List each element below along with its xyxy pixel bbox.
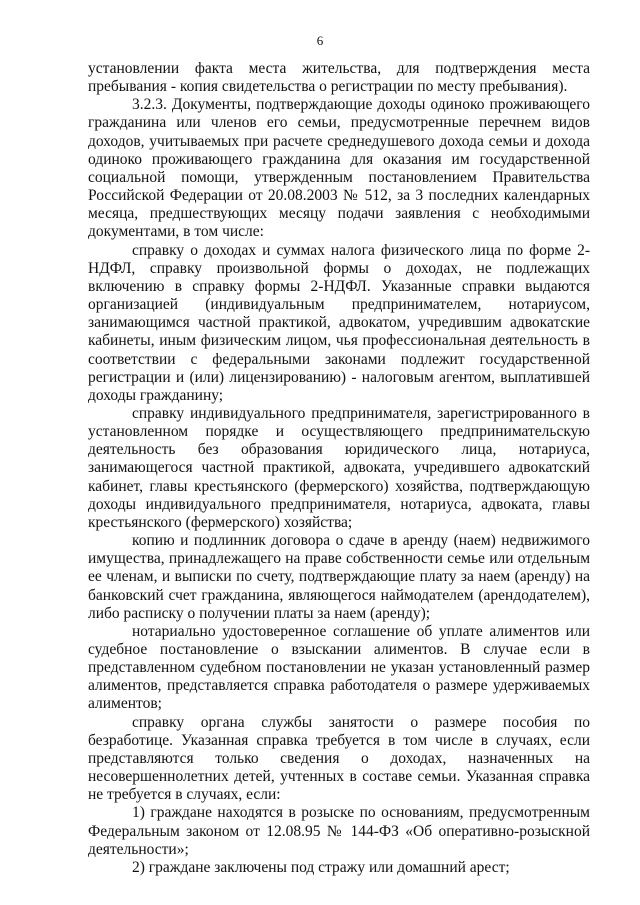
page-number: 6	[316, 33, 324, 48]
paragraph-3: справку о доходах и суммах налога физического лица по форме 2-НДФЛ, справку произвольной формы о доходах, не подлежащих включению в справку формы 2-НДФЛ. Указанные справки выдаются организацией (индивидуальным предпринимателем, нотариусом, занимающимся частной практикой, адвокатом, учредившим адвокатские кабинеты, иным физическим лицом, чья профессиональная деятельность в соответствии с федеральными законами подлежит государственной регистрации и (или) лицензированию) - налоговым агентом, выплатившей доходы гражданину;	[88, 241, 590, 404]
paragraph-4: справку индивидуального предпринимателя, зарегистрированного в установленном порядке и осуществляющего предпринимательскую деятельность без образования юридического лица, нотариуса, занимающегося частной практикой, адвоката, учредившего адвокатский кабинет, главы крестьянского (фермерского) хозяйства, подтверждающую доходы индивидуального предпринимателя, нотариуса, адвоката, главы крестьянского (фермерского) хозяйства;	[88, 404, 590, 531]
paragraph-5: копию и подлинник договора о сдаче в аренду (наем) недвижимого имущества, принадлежащего на праве собственности семье или отдельным ее членам, и выписки по счету, подтверждающие плату за наем (аренду) на банковский счет гражданина, являющегося наймодателем (арендодателем), либо расписку о получении платы за наем (аренду);	[88, 532, 590, 622]
paragraph-6: нотариально удостоверенное соглашение об уплате алиментов или судебное постановление о взыскании алиментов. В случае если в представленном судебном постановлении не указан установленный размер алиментов, представляется справка работодателя о размере удерживаемых алиментов;	[88, 622, 590, 713]
paragraph-9: 2) граждане заключены под стражу или домашний арест;	[132, 858, 510, 876]
paragraph-2: 3.2.3. Документы, подтверждающие доходы одиноко проживающего гражданина или членов его семьи, предусмотренные перечнем видов доходов, учитываемых при расчете среднедушевого дохода семьи и дохода одиноко проживающего гражданина для оказания им государственной социальной помощи, утвержденным постановлением Правительства Российской Федерации от 20.08.2003 № 512, за 3 последних календарных месяца, предшествующих месяцу подачи заявления с необходимыми документами, в том числе:	[88, 96, 590, 241]
paragraph-8: 1) граждане находятся в розыске по основаниям, предусмотренным Федеральным законом от 12.08.95 № 144-ФЗ «Об оперативно-розыскной деятельности»;	[88, 804, 590, 858]
document-body	[88, 60, 590, 877]
paragraph-1: установлении факта места жительства, для подтверждения места пребывания - копия свидетельства о регистрации по месту пребывания).	[88, 60, 590, 96]
paragraph-7: справку органа службы занятости о размере пособия по безработице. Указанная справка требуется в том числе в случаях, если представляются только сведения о доходах, назначенных на несовершеннолетних детей, учтенных в составе семьи. Указанная справка не требуется в случаях, если:	[88, 713, 590, 804]
